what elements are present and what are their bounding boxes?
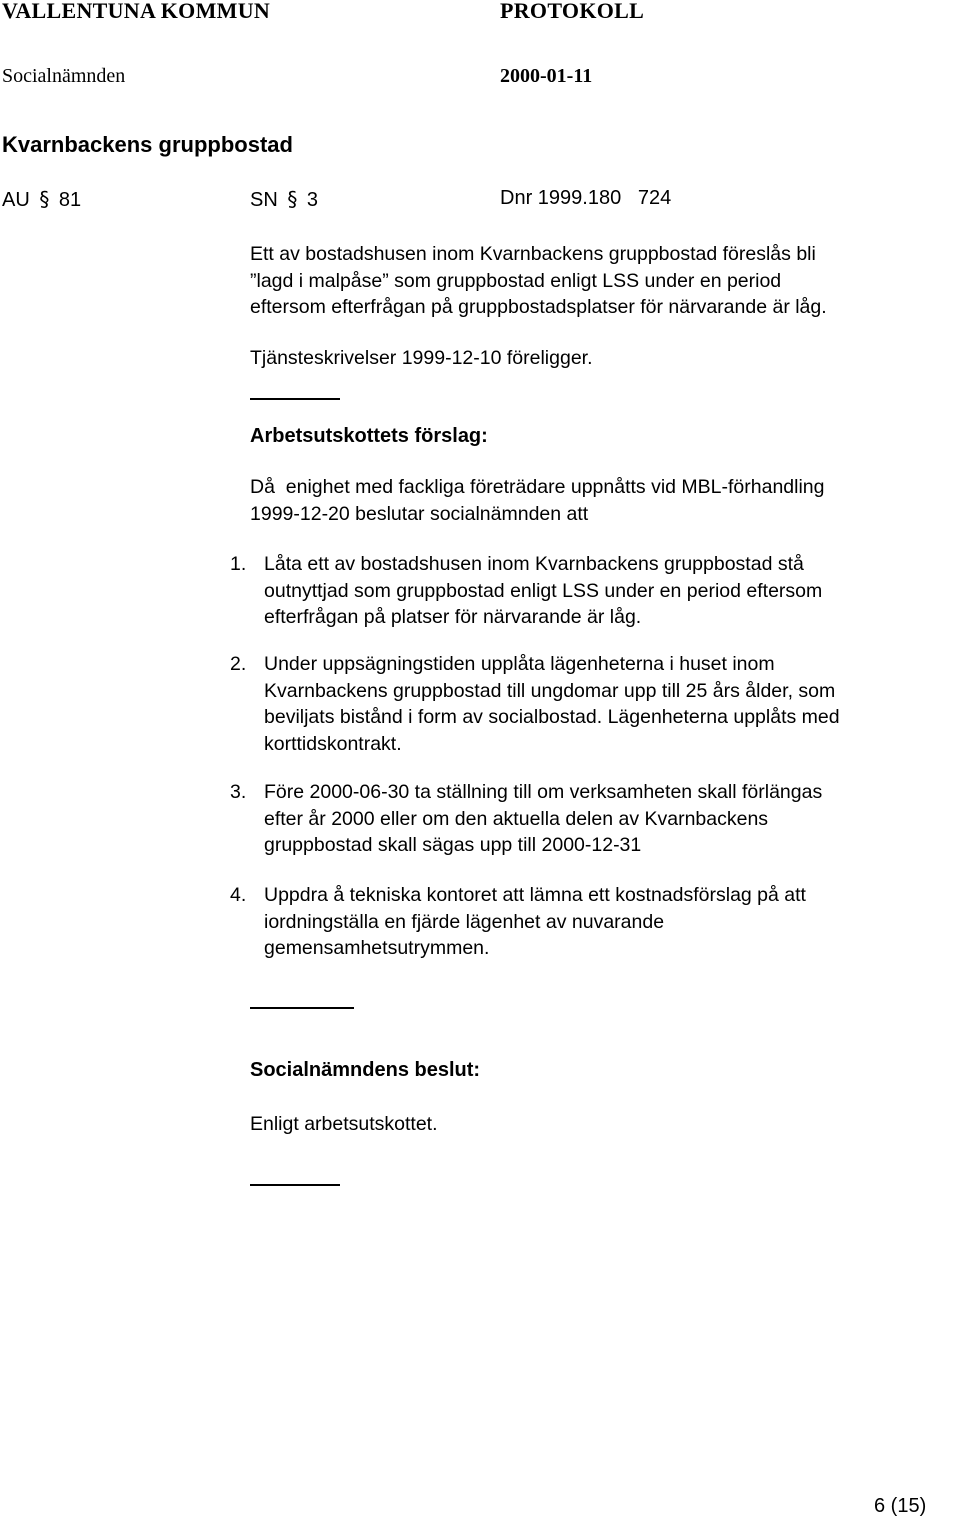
- intro-line: Ett av bostadshusen inom Kvarnbackens gruppbostad föreslås bli: [250, 243, 816, 265]
- intro-line: ”lagd i malpåse” som gruppbostad enligt LSS under en period: [250, 269, 782, 292]
- list-item: [264, 651, 840, 757]
- list-item: [264, 551, 822, 631]
- organization-name: VALLENTUNA KOMMUN: [2, 0, 271, 23]
- decision-text: Enligt arbetsutskottet.: [250, 1113, 438, 1135]
- section-sign-icon: §: [287, 187, 298, 211]
- list-item: [264, 779, 822, 859]
- separator-rule: [250, 1184, 340, 1186]
- sn-label: SN: [250, 189, 278, 211]
- sn-number: 3: [306, 189, 319, 211]
- au-number: 81: [58, 189, 82, 211]
- list-item: [264, 882, 806, 962]
- document-type: PROTOKOLL: [500, 0, 645, 23]
- item-line: iordningställa en fjärde lägenhet av nuvarande: [264, 910, 665, 933]
- item-number: 3.: [230, 781, 247, 803]
- intro-paragraph: [250, 241, 827, 321]
- separator-rule: [250, 1007, 354, 1009]
- item-line: Låta ett av bostadshusen inom Kvarnbackens gruppbostad stå: [264, 553, 804, 575]
- lead-line: Då enighet med fackliga företrädare uppnåtts vid MBL-förhandling: [250, 476, 825, 498]
- reference-au: [2, 187, 81, 212]
- page-number: 6 (15): [874, 1495, 927, 1517]
- au-label: AU: [2, 189, 30, 211]
- section-sign-icon: §: [39, 187, 50, 211]
- proposal-lead: [250, 474, 825, 527]
- page-title: Kvarnbackens gruppbostad: [2, 132, 293, 157]
- item-line: Uppdra å tekniska kontoret att lämna ett kostnadsförslag på att: [264, 884, 806, 906]
- diary-number: Dnr 1999.180 724: [500, 187, 672, 209]
- reference-sn: [250, 187, 318, 212]
- documents-statement: Tjänsteskrivelser 1999-12-10 föreligger.: [250, 347, 593, 369]
- item-line: efter år 2000 eller om den aktuella delen av Kvarnbackens: [264, 807, 769, 830]
- item-line: outnyttjad som gruppbostad enligt LSS under en period eftersom: [264, 579, 823, 602]
- item-line: Kvarnbackens gruppbostad till ungdomar upp till 25 års ålder, som: [264, 679, 836, 702]
- separator-rule: [250, 398, 340, 400]
- meeting-date: 2000-01-11: [500, 65, 593, 87]
- committee-name: Socialnämnden: [2, 65, 126, 87]
- item-line: efterfrågan på platser för närvarande är låg.: [264, 606, 642, 628]
- item-line: gruppbostad skall sägas upp till 2000-12-31: [264, 834, 642, 856]
- item-number: 2.: [230, 653, 247, 675]
- intro-line: eftersom efterfrågan på gruppbostadsplatser för närvarande är låg.: [250, 296, 827, 318]
- lead-line: 1999-12-20 beslutar socialnämnden att: [250, 502, 589, 525]
- item-line: beviljats bistånd i form av socialbostad. Lägenheterna upplåts med: [264, 706, 840, 728]
- item-line: Under uppsägningstiden upplåta lägenheterna i huset inom: [264, 653, 775, 675]
- item-line: Före 2000-06-30 ta ställning till om verksamheten skall förlängas: [264, 781, 823, 803]
- au-proposal-heading: Arbetsutskottets förslag:: [250, 425, 488, 447]
- item-line: gemensamhetsutrymmen.: [264, 937, 490, 959]
- item-number: 1.: [230, 553, 247, 575]
- decision-heading: Socialnämndens beslut:: [250, 1059, 481, 1081]
- item-line: korttidskontrakt.: [264, 732, 402, 755]
- item-number: 4.: [230, 884, 247, 906]
